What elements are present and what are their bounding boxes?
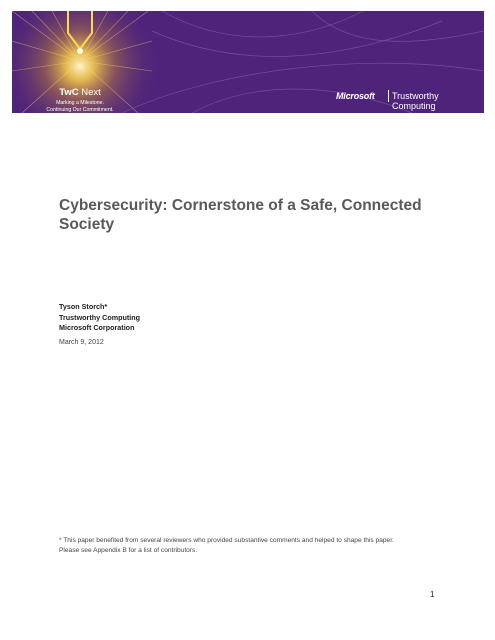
title-line-2: Society	[59, 216, 115, 233]
microsoft-logo: Microsoft	[336, 91, 375, 101]
page-number: 1	[430, 590, 435, 599]
author-department: Trustworthy Computing	[59, 312, 141, 322]
brand-tagline-1: Marking a Milestone.	[56, 100, 104, 106]
document-title	[59, 196, 449, 234]
brand-tagline-2: Continuing Our Commitment.	[46, 107, 114, 113]
footnote-line-2: Please see Appendix B for a list of contributors.	[59, 547, 198, 554]
author-block	[59, 302, 140, 334]
footnote	[59, 536, 459, 556]
title-line-1: Cybersecurity: Cornerstone of a Safe, Connected	[59, 197, 422, 214]
brand-title	[12, 87, 148, 98]
division-name: Trustworthy Computing	[392, 91, 439, 111]
footnote-line-1: * This paper benefited from several reviewers who provided substantive comments and helped to shape this paper.	[59, 537, 394, 544]
brand-name: TwC	[59, 87, 79, 98]
logo-divider	[388, 90, 389, 102]
publication-date: March 9, 2012	[59, 339, 104, 346]
header-banner	[12, 11, 484, 113]
brand-suffix: Next	[81, 87, 101, 98]
author-organization: Microsoft Corporation	[59, 323, 135, 332]
author-name: Tyson Storch*	[59, 302, 108, 311]
